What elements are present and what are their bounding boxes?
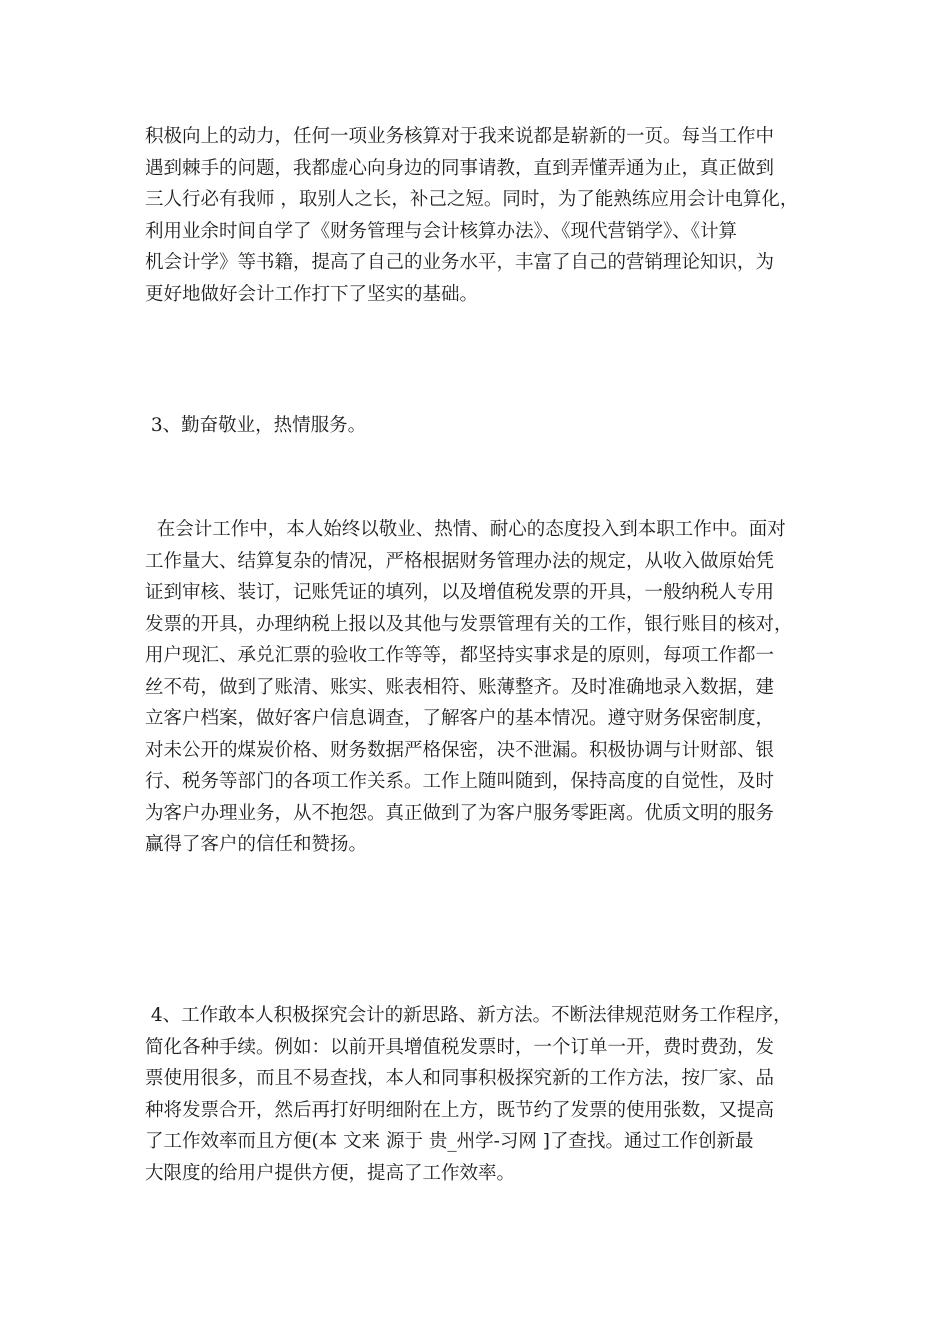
text-line: 对未公开的煤炭价格、财务数据严格保密，决不泄漏。积极协调与计财部、银 xyxy=(145,739,775,761)
section-heading-3 xyxy=(145,410,815,442)
text-line: 三人行必有我师 ，取别人之长，补己之短。同时，为了能熟练应用会计电算化， xyxy=(145,189,799,210)
text-line: 工作量大、结算复杂的情况，严格根据财务管理办法的规定，从收入做原始凭 xyxy=(145,550,775,572)
text-line: 4、工作敢本人积极探究会计的新思路、新方法。不断法律规范财务工作程序， xyxy=(145,1005,792,1026)
text-line: 在会计工作中，本人始终以敬业、热情、耐心的态度投入到本职工作中。面对 xyxy=(145,519,786,540)
text-line: 发票的开具，办理纳税上报以及其他与发票管理有关的工作，银行账目的核对， xyxy=(145,613,793,635)
heading-text: 3、勤奋敬业，热情服务。 xyxy=(145,415,367,436)
text-line: 更好地做好会计工作打下了坚实的基础。 xyxy=(145,283,479,305)
text-line: 积极向上的动力，任何一项业务核算对于我来说都是崭新的一页。每当工作中 xyxy=(145,126,775,147)
paragraph-innovation xyxy=(145,1000,815,1189)
text-line: 机会计学》等书籍，提高了自己的业务水平，丰富了自己的营销理论知识，为 xyxy=(145,252,775,273)
text-line: 遇到棘手的问题，我都虚心向身边的同事请教，直到弄懂弄通为止，真正做到 xyxy=(145,157,775,179)
paragraph-self-study xyxy=(145,121,815,310)
text-line: 利用业余时间自学了《财务管理与会计核算办法》、《现代营销学》、《计算 xyxy=(145,220,738,242)
text-line: 票使用很多，而且不易查找，本人和同事积极探究新的工作方法，按厂家、品 xyxy=(145,1068,775,1089)
paragraph-dedication xyxy=(145,514,815,861)
text-line: 为客户办理业务，从不抱怨。真正做到了为客户服务零距离。优质文明的服务 xyxy=(145,802,775,824)
text-line: 用户现汇、承兑汇票的验收工作等等，都坚持实事求是的原则，每项工作都一 xyxy=(145,645,775,666)
text-line: 大限度的给用户提供方便，提高了工作效率。 xyxy=(145,1162,516,1184)
text-line: 了工作效率而且方便(本 文来 源于 贵_州学-习网 ]了查找。通过工作创新最 xyxy=(145,1131,754,1152)
text-line: 种将发票合开，然后再打好明细附在上方，既节约了发票的使用张数，又提高 xyxy=(145,1099,775,1121)
text-line: 赢得了客户的信任和赞扬。 xyxy=(145,834,368,855)
text-line: 行、税务等部门的各项工作关系。工作上随叫随到，保持高度的自觉性，及时 xyxy=(145,771,775,792)
text-line: 简化各种手续。例如：以前开具增值税发票时，一个订单一开，费时费劲，发 xyxy=(145,1036,775,1058)
text-line: 丝不苟，做到了账清、账实、账表相符、账薄整齐。及时准确地录入数据，建 xyxy=(145,676,775,698)
text-line: 立客户档案，做好客户信息调查，了解客户的基本情况。遵守财务保密制度， xyxy=(145,708,775,729)
text-line: 证到审核、装订，记账凭证的填列，以及增值税发票的开具，一般纳税人专用 xyxy=(145,582,775,603)
